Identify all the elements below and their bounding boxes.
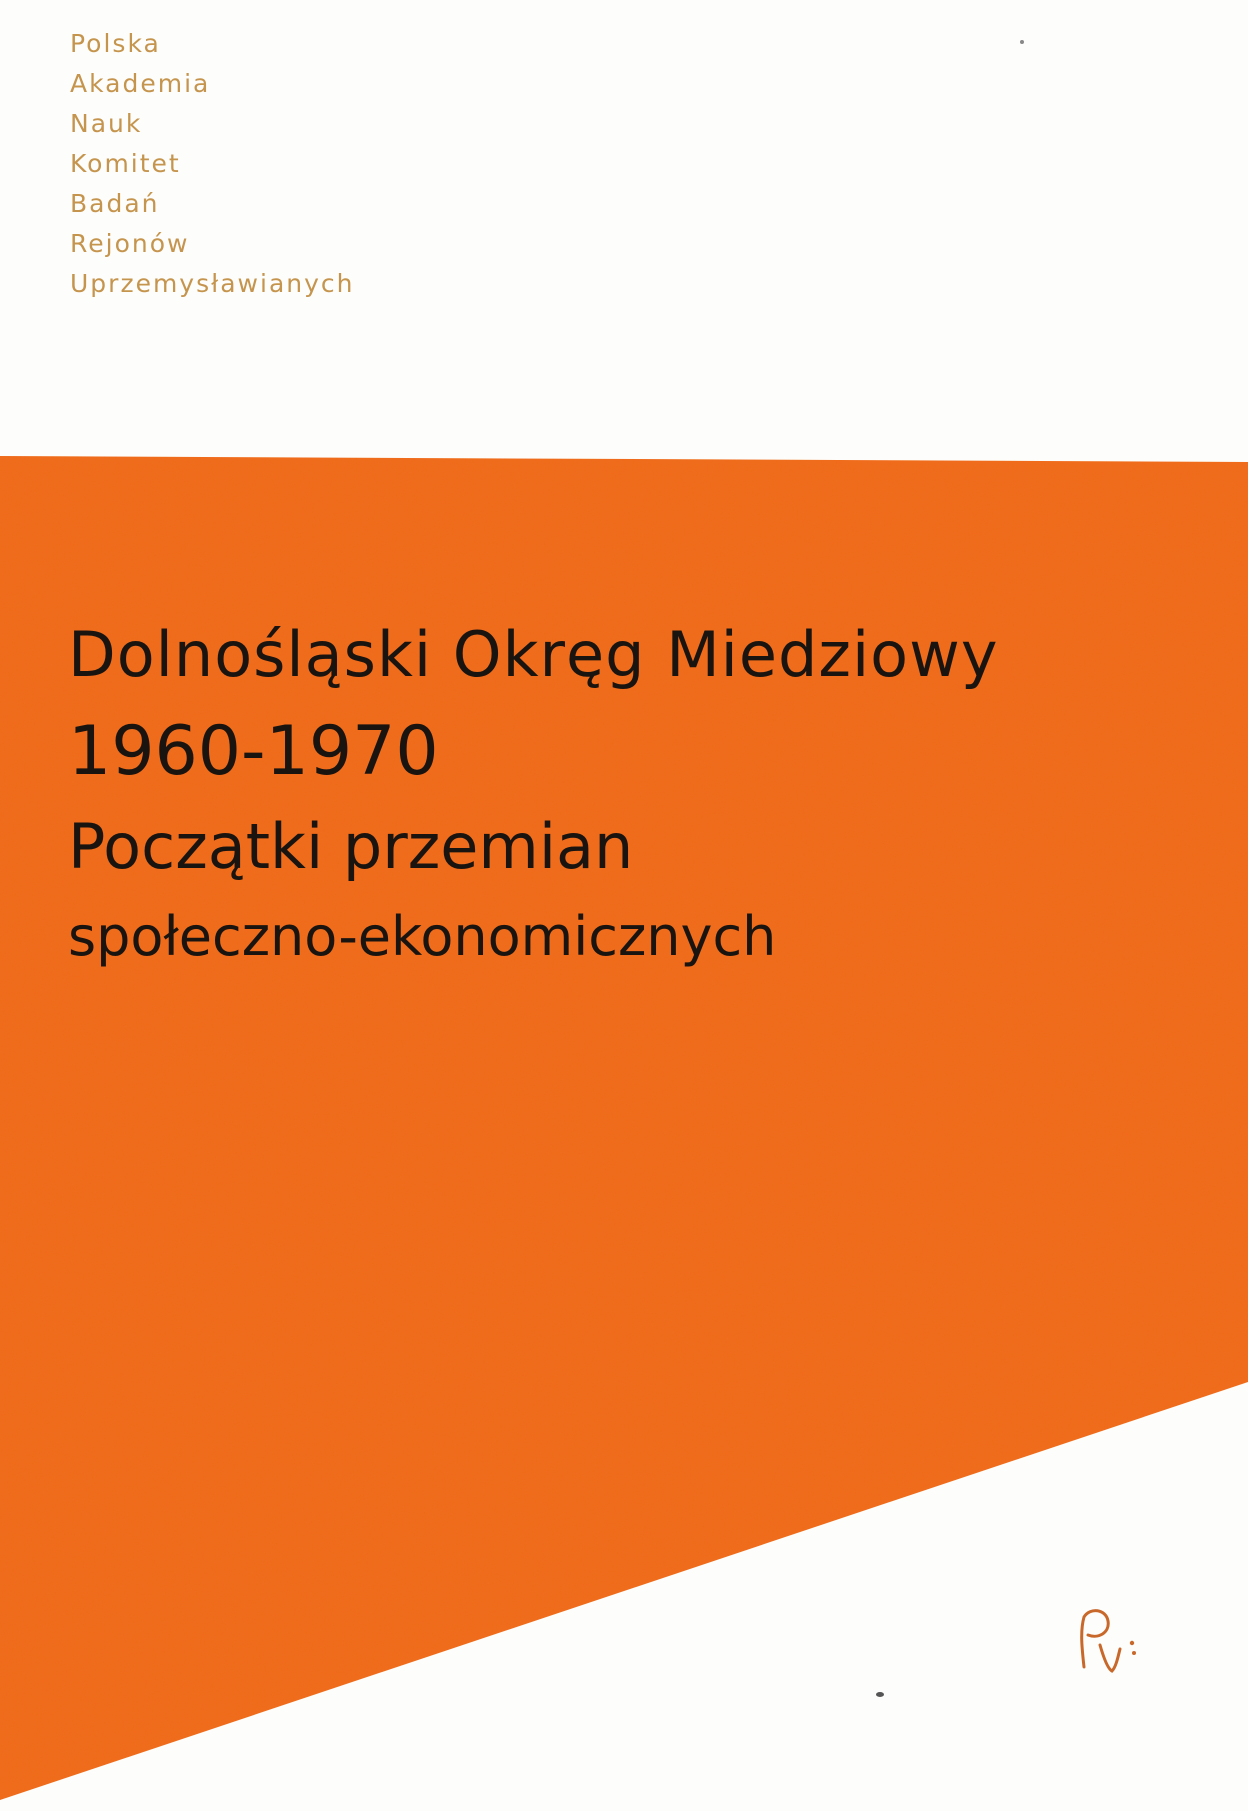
subtitle-line-2: społeczno-ekonomicznych (68, 905, 777, 968)
publisher-line: Akademia (70, 69, 211, 98)
publisher-line: Komitet (70, 149, 181, 178)
publisher-line: Rejonów (70, 229, 190, 258)
publisher-line: Nauk (70, 109, 143, 138)
subtitle-line-1: Początki przemian (68, 810, 634, 883)
publisher-name (70, 24, 355, 304)
publisher-line: Uprzemysławianych (70, 269, 355, 298)
title-line-1: Dolnośląski Okręg Miedziowy (68, 618, 999, 691)
title-years: 1960-1970 (68, 712, 439, 791)
ink-speck (1020, 40, 1024, 44)
publisher-line: Badań (70, 189, 160, 218)
publisher-logo-icon (1070, 1605, 1150, 1685)
book-title (68, 608, 1188, 982)
publisher-line: Polska (70, 29, 161, 58)
ink-speck (876, 1692, 884, 1697)
